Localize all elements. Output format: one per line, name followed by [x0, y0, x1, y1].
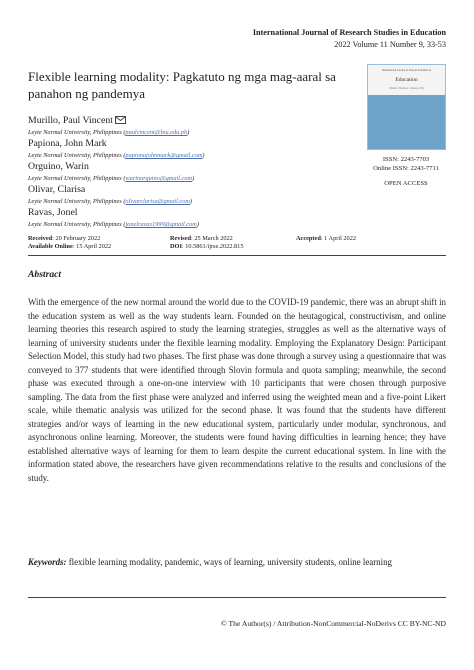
journal-cover-image — [367, 64, 446, 150]
cover-volume: Volume 1 Number 1 January 2012 — [388, 87, 425, 90]
author-email-link[interactable]: papionajohnmark@gmail.com — [125, 152, 203, 159]
open-access-label: OPEN ACCESS — [384, 180, 428, 187]
abstract-heading: Abstract — [28, 269, 62, 280]
author-affiliation: Leyte Normal University, Philippines — [28, 152, 122, 159]
author-email-link[interactable]: jonelravas1999@gmail.com — [125, 221, 197, 228]
author-block: Olivar, Clarisa Leyte Normal University, Philippines (olivarclarisa@gmail.com) — [28, 184, 358, 207]
author-affiliation: Leyte Normal University, Philippines — [28, 175, 122, 182]
revised-date: Revised: 25 March 2022 — [170, 235, 233, 242]
author-list — [28, 115, 358, 230]
author-email-link[interactable]: olivarclarisa@gmail.com — [125, 198, 190, 205]
keywords-label: Keywords: — [28, 557, 67, 567]
received-date: Received: 20 February 2022 — [28, 235, 101, 242]
author-block: Orguino, Warin Leyte Normal University, Philippines (warinorguino@gmail.com) — [28, 161, 358, 184]
cover-journal-small: International Journal of Research Studies in — [381, 69, 431, 72]
author-name: Papiona, John Mark — [28, 138, 107, 149]
keywords-text: flexible learning modality, pandemic, ways of learning, university students, online learning — [68, 557, 392, 567]
accepted-date: Accepted: 1 April 2022 — [296, 235, 356, 242]
abstract-text: With the emergence of the new normal around the world due to the COVID-19 pandemic, there was an abrupt shift in the education system as well as the way students learn. Founded on the heutagogical, constructivism, and online learning theories this research aspired to study the learning strategies, struggles as well as the alternative ways of learning of university students under the flexible learning modality. Employing the Explanatory Design: Participant Selection Model, this study had two phases. The first phase was done through a survey using a questionnaire that was conveyed to 377 students that were identified through Slovin formula and quota sampling; meanwhile, the second phase was executed through a one-on-one interview with 10 participants that were chosen through purposive sampling. The data from the first phase were analyzed and inferred using the weighted mean and a five-point Likert scale, while thematic analysis was utilized for the second phase. It was found that the students have different strategies and/or ways of learning in the new educational system, particularly under modular, synchronous, and asynchronous online learning. Moreover, the students were found having difficulties in learning hence; they have established alternative ways of learning for them to learn despite the current educational system. In line with the information stated above, the researchers have given recommendations relative to the results and conclusions of the study. — [28, 297, 446, 483]
divider-bottom — [28, 597, 446, 598]
cover-journal-big: Education — [395, 77, 418, 83]
divider-top — [28, 255, 446, 256]
author-name: Murillo, Paul Vincent — [28, 115, 113, 126]
author-email-link[interactable]: paulvincent@lnu.edu.ph — [125, 129, 188, 136]
issn-online: Online ISSN: 2243-7711 — [373, 165, 439, 172]
mail-icon[interactable] — [115, 116, 126, 124]
author-email-link[interactable]: warinorguino@gmail.com — [125, 175, 193, 182]
issn-print: ISSN: 2243-7703 — [382, 156, 430, 163]
author-block: Papiona, John Mark Leyte Normal University, Philippines (papionajohnmark@gmail.com) — [28, 138, 358, 161]
author-name: Olivar, Clarisa — [28, 184, 86, 195]
journal-name: International Journal of Research Studies in Education — [252, 28, 446, 37]
author-block: Ravas, Jonel Leyte Normal University, Philippines (jonelravas1999@gmail.com) — [28, 207, 358, 230]
doi: DOI: 10.5861/ijrse.2022.815 — [170, 243, 244, 250]
license-line: © The Author(s) / Attribution-NonCommercial-NoDerivs CC BY-NC-ND — [221, 619, 446, 628]
author-name: Ravas, Jonel — [28, 207, 78, 218]
author-affiliation: Leyte Normal University, Philippines — [28, 129, 122, 136]
article-title: Flexible learning modality: Pagkatuto ng mga mag-aaral sa panahon ng pandemya — [28, 69, 336, 101]
author-name: Orguino, Warin — [28, 161, 89, 172]
author-block: Murillo, Paul Vincent Leyte Normal University, Philippines (paulvincent@lnu.edu.ph) — [28, 115, 190, 136]
author-affiliation: Leyte Normal University, Philippines — [28, 221, 122, 228]
available-online-date: Available Online: 15 April 2022 — [28, 243, 112, 250]
keywords — [28, 556, 446, 570]
journal-volume: 2022 Volume 11 Number 9, 33-53 — [334, 40, 446, 49]
author-affiliation: Leyte Normal University, Philippines — [28, 198, 122, 205]
